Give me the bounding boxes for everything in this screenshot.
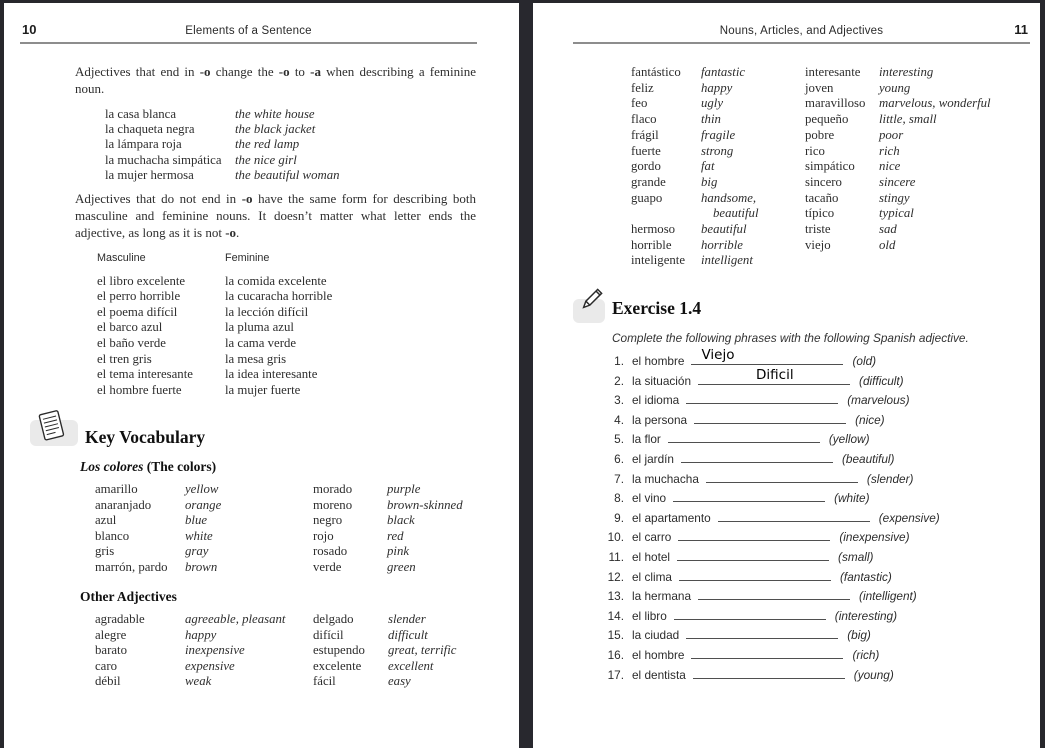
english-word: intelligent [701, 253, 753, 268]
paragraph-segment: Adjectives that end in [75, 64, 200, 79]
feminine-column-header: Feminine [225, 252, 270, 264]
exercise-item [600, 488, 940, 508]
running-head-left: Elements of a Sentence [185, 25, 312, 37]
page-number-left: 10 [22, 22, 37, 37]
adjectives-vocab-table [631, 65, 991, 269]
spanish-word: rosado [313, 544, 348, 558]
english-word: white [185, 528, 213, 543]
english-hint: (young) [853, 667, 894, 682]
masculine-feminine-table [97, 251, 332, 398]
right-page-header [573, 22, 1030, 44]
item-number: 17. [607, 667, 624, 682]
english-hint: (intelligent) [859, 589, 917, 604]
answer-blank-field[interactable] [694, 410, 846, 424]
answer-blank-field[interactable] [698, 366, 850, 385]
item-phrase: la muchacha [632, 471, 699, 486]
english-word: marvelous, wonderful [879, 96, 991, 111]
answer-blank-field[interactable] [674, 606, 826, 620]
item-number: 8. [614, 491, 624, 506]
answer-blank-field[interactable] [698, 586, 850, 600]
exercise-item [600, 547, 940, 567]
item-number: 4. [614, 412, 624, 427]
answer-blank-field[interactable] [678, 527, 830, 541]
spanish-word: grande [631, 174, 666, 189]
english-word: typical [879, 206, 914, 221]
intro-paragraph [75, 63, 476, 97]
spanish-word: flaco [631, 112, 657, 127]
item-phrase: la ciudad [632, 628, 680, 643]
english-hint: (fantastic) [840, 569, 892, 584]
exercise-item [600, 508, 940, 528]
english-word: big [701, 174, 718, 189]
book-gutter [519, 0, 533, 748]
spanish-word: morado [313, 482, 353, 496]
english-word: expensive [185, 658, 235, 673]
english-word: stingy [879, 190, 910, 205]
masculine-example: el poema difícil [97, 304, 178, 319]
item-number: 9. [614, 510, 624, 525]
english-word: sincere [879, 174, 916, 189]
masculine-column-header: Masculine [97, 252, 146, 264]
spanish-word [631, 206, 701, 222]
colors-heading-spanish: Los colores [80, 459, 144, 474]
running-head-right: Nouns, Articles, and Adjectives [719, 25, 884, 37]
english-word: weak [185, 674, 212, 688]
spanish-word: feo [631, 96, 648, 111]
english-hint: (beautiful) [841, 451, 895, 466]
english-word: sad [879, 222, 897, 237]
exercise-item [600, 366, 940, 391]
english-word: gray [185, 544, 209, 558]
english-word: easy [388, 674, 411, 688]
spanish-phrase: la chaqueta negra [105, 122, 195, 137]
english-hint: (white) [834, 491, 870, 506]
spanish-word: pobre [805, 127, 835, 142]
answer-blank-field[interactable] [693, 665, 845, 679]
answer-blank-field[interactable] [668, 429, 820, 443]
english-hint: (difficult) [859, 373, 904, 388]
exercise-item [600, 586, 940, 606]
spanish-word: sincero [805, 174, 842, 189]
english-word: brown [185, 559, 218, 574]
english-word: black [387, 513, 415, 527]
example-row [105, 168, 340, 183]
spanish-word: fuerte [631, 143, 661, 158]
spanish-word: pequeño [805, 112, 849, 127]
spanish-word: gordo [631, 159, 661, 174]
other-adjectives-heading: Other Adjectives [80, 589, 177, 604]
exercise-item [600, 645, 940, 665]
masculine-example: el tren gris [97, 351, 152, 366]
english-word: great, terrific [388, 643, 457, 657]
item-phrase: la hermana [632, 589, 692, 604]
example-row [105, 122, 340, 137]
spanish-word: barato [95, 643, 127, 657]
masculine-example: el tema interesante [97, 367, 193, 382]
spanish-word: horrible [631, 237, 672, 252]
spanish-word: viejo [805, 237, 831, 252]
paragraph-segment: to [289, 64, 311, 79]
answer-blank-field[interactable] [681, 449, 833, 463]
exercise-heading: Exercise 1.4 [612, 298, 702, 318]
spanish-word: difícil [313, 627, 344, 642]
exercise-item [600, 390, 940, 410]
spanish-word: caro [95, 658, 118, 673]
item-number: 14. [607, 608, 624, 623]
english-translation: the nice girl [235, 152, 297, 167]
spanish-word: joven [805, 80, 834, 95]
english-translation: the beautiful woman [235, 167, 340, 182]
spanish-word: inteligente [631, 253, 686, 268]
item-phrase: la situación [632, 373, 692, 388]
spanish-word: estupendo [313, 643, 365, 657]
spanish-word: verde [313, 559, 342, 574]
paragraph-segment: -o [199, 64, 211, 79]
answer-blank-field[interactable] [679, 567, 831, 581]
exercise-item [600, 469, 940, 489]
left-page-header [20, 22, 477, 44]
english-word: thin [701, 112, 721, 127]
colors-section-heading [80, 459, 216, 475]
exercise-item [600, 410, 940, 430]
english-word: happy [185, 627, 217, 642]
filled-answer: Dificil [756, 366, 794, 383]
spanish-phrase: la muchacha simpática [105, 152, 222, 167]
masculine-example: el barco azul [97, 320, 163, 335]
spanish-word: excelente [313, 658, 362, 673]
spanish-phrase: la lámpara roja [105, 137, 182, 152]
feminine-example: la idea interesante [225, 367, 318, 382]
spanish-word: maravilloso [805, 96, 866, 111]
english-hint: (small) [838, 549, 874, 564]
answer-blank-field[interactable] [718, 508, 870, 522]
english-translation: the black jacket [235, 122, 316, 137]
english-hint: (marvelous) [847, 393, 910, 408]
filled-answer: Viejo [701, 347, 735, 363]
feminine-example: la cucaracha horrible [225, 289, 333, 304]
english-word: ugly [701, 96, 724, 111]
exercise-item [600, 625, 940, 645]
masculine-example: el perro horrible [97, 289, 181, 304]
english-word: excellent [388, 658, 434, 673]
english-word: fantastic [701, 65, 746, 79]
spanish-word [805, 253, 879, 269]
item-number: 6. [614, 451, 624, 466]
item-number: 10. [607, 530, 624, 545]
spanish-word: fantástico [631, 65, 681, 79]
spanish-word: feliz [631, 80, 654, 95]
exercise-item [600, 449, 940, 469]
screen-edge-right [1040, 0, 1045, 748]
exercise-item [600, 429, 940, 449]
item-number: 13. [607, 589, 624, 604]
page-number-right: 11 [1014, 22, 1028, 37]
example-row [105, 107, 340, 122]
item-phrase: el idioma [632, 393, 680, 408]
item-number: 7. [614, 471, 624, 486]
spanish-word: tacaño [805, 190, 839, 205]
item-number: 16. [607, 647, 624, 662]
english-word: green [387, 559, 416, 574]
english-word: yellow [185, 482, 219, 496]
spanish-word: rico [805, 143, 825, 158]
item-number: 1. [614, 354, 624, 368]
english-hint: (yellow) [828, 432, 870, 447]
spanish-word: blanco [95, 528, 130, 543]
english-hint: (slender) [866, 471, 914, 486]
feminine-example: la cama verde [225, 335, 297, 350]
english-word: young [879, 80, 911, 95]
english-word: handsome, [701, 190, 757, 205]
spanish-word: anaranjado [95, 497, 152, 512]
english-word: happy [701, 80, 733, 95]
english-hint: (nice) [855, 412, 885, 427]
spanish-word: hermoso [631, 222, 676, 237]
spanish-phrase: la casa blanca [105, 107, 177, 121]
english-word: brown-skinned [387, 497, 463, 512]
paragraph-segment: -o [241, 191, 253, 206]
paragraph-segment: Adjectives that do not end in [75, 191, 242, 206]
second-paragraph [75, 190, 476, 241]
english-word: fat [701, 159, 715, 174]
english-hint: (big) [847, 628, 871, 643]
answer-blank-field[interactable] [706, 469, 858, 483]
english-word: horrible [701, 237, 743, 252]
spanish-word: frágil [631, 127, 659, 142]
masculine-example: el hombre fuerte [97, 382, 182, 397]
spanish-word: negro [313, 513, 343, 527]
item-phrase: el hombre [632, 354, 685, 368]
exercise-instruction: Complete the following phrases with the following Spanish adjective. [612, 331, 969, 345]
english-word: fragile [701, 127, 736, 142]
item-number: 15. [607, 628, 624, 643]
english-word: inexpensive [185, 643, 245, 657]
item-phrase: la flor [632, 432, 661, 447]
exercise-item [600, 527, 940, 547]
paragraph-segment: -a [310, 64, 321, 79]
item-number: 3. [614, 393, 624, 408]
spanish-word: triste [805, 222, 831, 237]
english-word: rich [879, 143, 900, 158]
item-phrase: el hotel [632, 549, 671, 564]
key-vocabulary-chip [30, 420, 78, 446]
paragraph-segment: change the [210, 64, 279, 79]
spanish-word: fácil [313, 674, 336, 688]
english-word: red [387, 528, 404, 543]
english-word: poor [879, 127, 904, 142]
item-number: 11. [608, 549, 624, 564]
feminine-example: la mesa gris [225, 351, 287, 366]
spanish-word: simpático [805, 159, 855, 174]
english-translation: the white house [235, 107, 315, 121]
spanish-word: rojo [313, 528, 334, 543]
exercise-item [600, 567, 940, 587]
english-word: blue [185, 513, 208, 527]
item-phrase: el hombre [632, 647, 685, 662]
paragraph-segment: . [236, 225, 240, 240]
item-phrase: la persona [632, 412, 688, 427]
english-word: nice [879, 159, 901, 174]
english-word [879, 253, 991, 269]
spanish-word: débil [95, 674, 121, 688]
english-word: purple [387, 482, 421, 496]
colors-heading-english: (The colors) [143, 459, 217, 474]
answer-blank-field[interactable] [686, 390, 838, 404]
english-word: pink [387, 544, 410, 558]
item-phrase: el jardín [632, 451, 674, 466]
spanish-word: agradable [95, 612, 145, 626]
spanish-word: delgado [313, 612, 354, 626]
english-word: slender [388, 612, 426, 626]
english-hint: (old) [852, 354, 877, 368]
answer-blank-field[interactable] [677, 547, 829, 561]
paragraph-segment: have the same form for describing both masculine and feminine nouns. It doesn’t matter what letter ends the adjective, as long as it is not [75, 191, 476, 240]
english-word: little, small [879, 112, 937, 127]
english-hint: (rich) [852, 647, 880, 662]
item-phrase: el clima [632, 569, 672, 584]
english-hint: (interesting) [834, 608, 898, 623]
spanish-word: guapo [631, 190, 663, 205]
feminine-example: la lección difícil [225, 304, 309, 319]
english-word: agreeable, pleasant [185, 612, 286, 626]
other-adjectives-table [95, 612, 456, 690]
colors-vocab-table [95, 482, 463, 575]
spanish-word: interesante [805, 65, 861, 79]
masculine-example: el libro excelente [97, 273, 186, 288]
example-row [105, 137, 340, 152]
item-phrase: el dentista [632, 667, 686, 682]
item-number: 2. [614, 373, 624, 388]
paragraph-segment: when describing a feminine noun. [75, 64, 476, 96]
exercise-chip [573, 299, 605, 323]
spanish-word: alegre [95, 627, 127, 642]
english-word: beautiful [713, 206, 759, 221]
right-page [533, 3, 1040, 748]
item-phrase: el apartamento [632, 510, 711, 525]
key-vocabulary-heading: Key Vocabulary [85, 427, 206, 447]
spanish-word: típico [805, 206, 835, 221]
english-hint: (inexpensive) [839, 530, 910, 545]
spanish-word: marrón, pardo [95, 559, 168, 574]
feminine-example: la comida excelente [225, 273, 327, 288]
feminine-examples-list [105, 107, 340, 183]
english-word: difficult [388, 627, 428, 642]
spanish-word: moreno [313, 497, 353, 512]
english-word: interesting [879, 65, 934, 79]
english-word: orange [185, 497, 222, 512]
spanish-phrase: la mujer hermosa [105, 167, 194, 182]
exercise-items-list [600, 347, 940, 684]
english-translation: the red lamp [235, 137, 300, 152]
item-number: 12. [607, 569, 624, 584]
paragraph-segment: -o [278, 64, 290, 79]
paragraph-segment: -o [225, 225, 237, 240]
masculine-example: el baño verde [97, 335, 166, 350]
item-phrase: el carro [632, 530, 672, 545]
exercise-item [600, 665, 940, 685]
answer-blank-field[interactable] [691, 347, 843, 365]
feminine-example: la mujer fuerte [225, 382, 301, 397]
answer-blank-field[interactable] [691, 645, 843, 659]
item-phrase: el libro [632, 608, 667, 623]
item-number: 5. [614, 432, 624, 447]
english-hint: (expensive) [878, 510, 940, 525]
english-word: old [879, 237, 896, 252]
answer-blank-field[interactable] [673, 488, 825, 502]
item-phrase: el vino [632, 491, 667, 506]
english-word: beautiful [701, 222, 747, 237]
exercise-item [600, 606, 940, 626]
answer-blank-field[interactable] [686, 625, 838, 639]
spanish-word: azul [95, 513, 117, 527]
english-word: strong [701, 143, 734, 158]
example-row [105, 153, 340, 168]
feminine-example: la pluma azul [225, 320, 294, 335]
left-page [4, 3, 519, 748]
spanish-word: amarillo [95, 482, 138, 496]
spanish-word: gris [95, 544, 115, 558]
